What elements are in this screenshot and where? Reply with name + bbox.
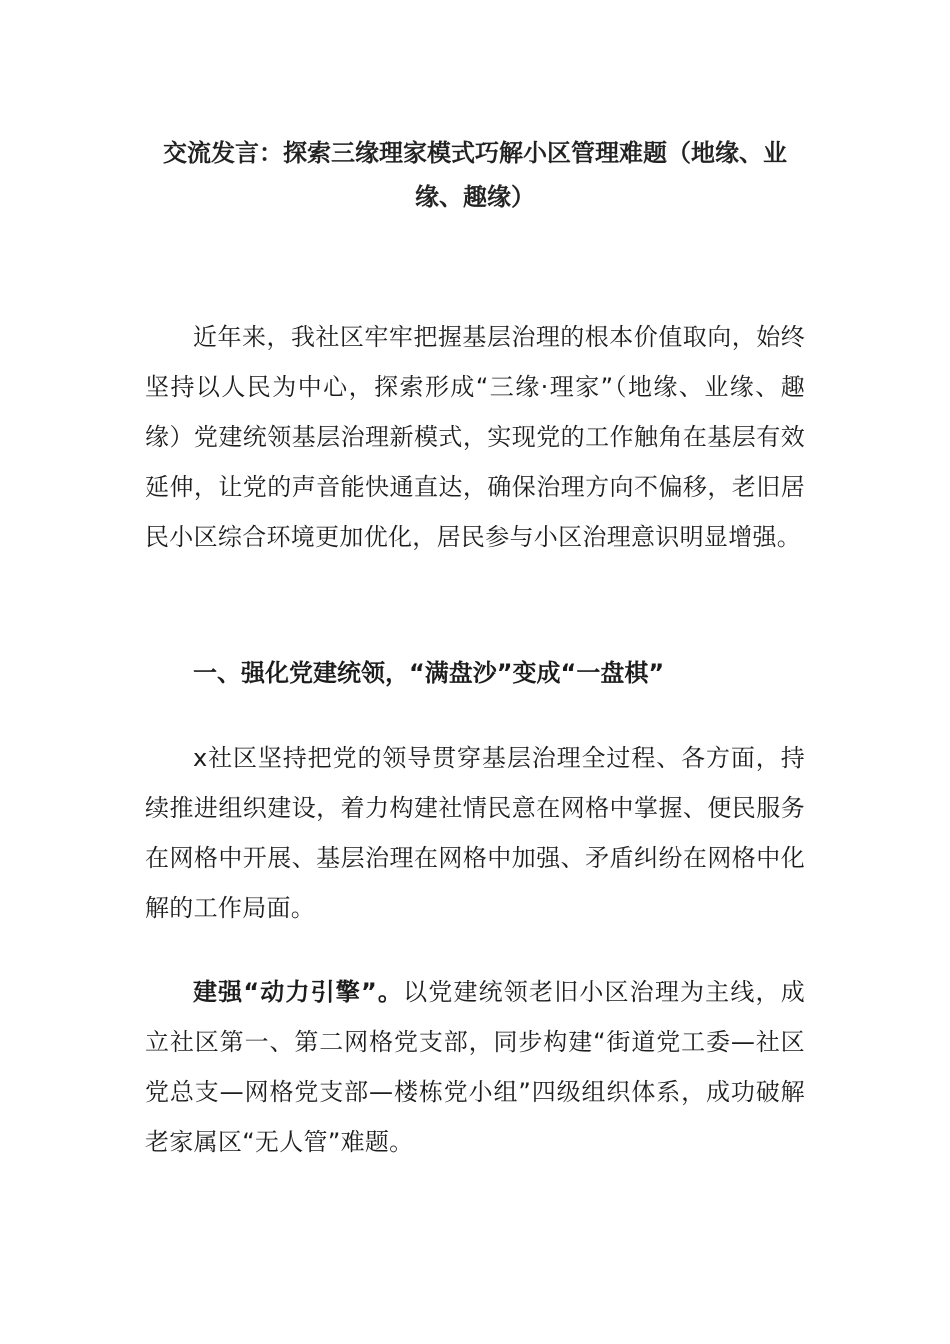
point-lead: 建强“动力引擎”。 [193,978,404,1006]
document-title: 交流发言：探索三缘理家模式巧解小区管理难题（地缘、业缘、趣缘） [163,139,787,211]
point-paragraph [145,967,805,1167]
section-body-paragraph: x社区坚持把党的领导贯穿基层治理全过程、各方面，持续推进组织建设，着力构建社情民意在网格中掌握、便民服务在网格中开展、基层治理在网格中加强、矛盾纠纷在网格中化解的工作局面。 [145,744,805,922]
section-heading: 一、强化党建统领，“满盘沙”变成“一盘棋” [193,659,665,687]
intro-paragraph: 近年来，我社区牢牢把握基层治理的根本价值取向，始终坚持以人民为中心，探索形成“三缘·理家”（地缘、业缘、趣缘）党建统领基层治理新模式，实现党的工作触角在基层有效延伸，让党的声音能快通直达，确保治理方向不偏移，老旧居民小区综合环境更加优化，居民参与小区治理意识明显增强。 [145,323,805,551]
point-body: 以党建统领老旧小区治理为主线，成立社区第一、第二网格党支部，同步构建“街道党工委—社区党总支—网格党支部—楼栋党小组”四级组织体系，成功破解老家属区“无人管”难题。 [145,978,805,1156]
